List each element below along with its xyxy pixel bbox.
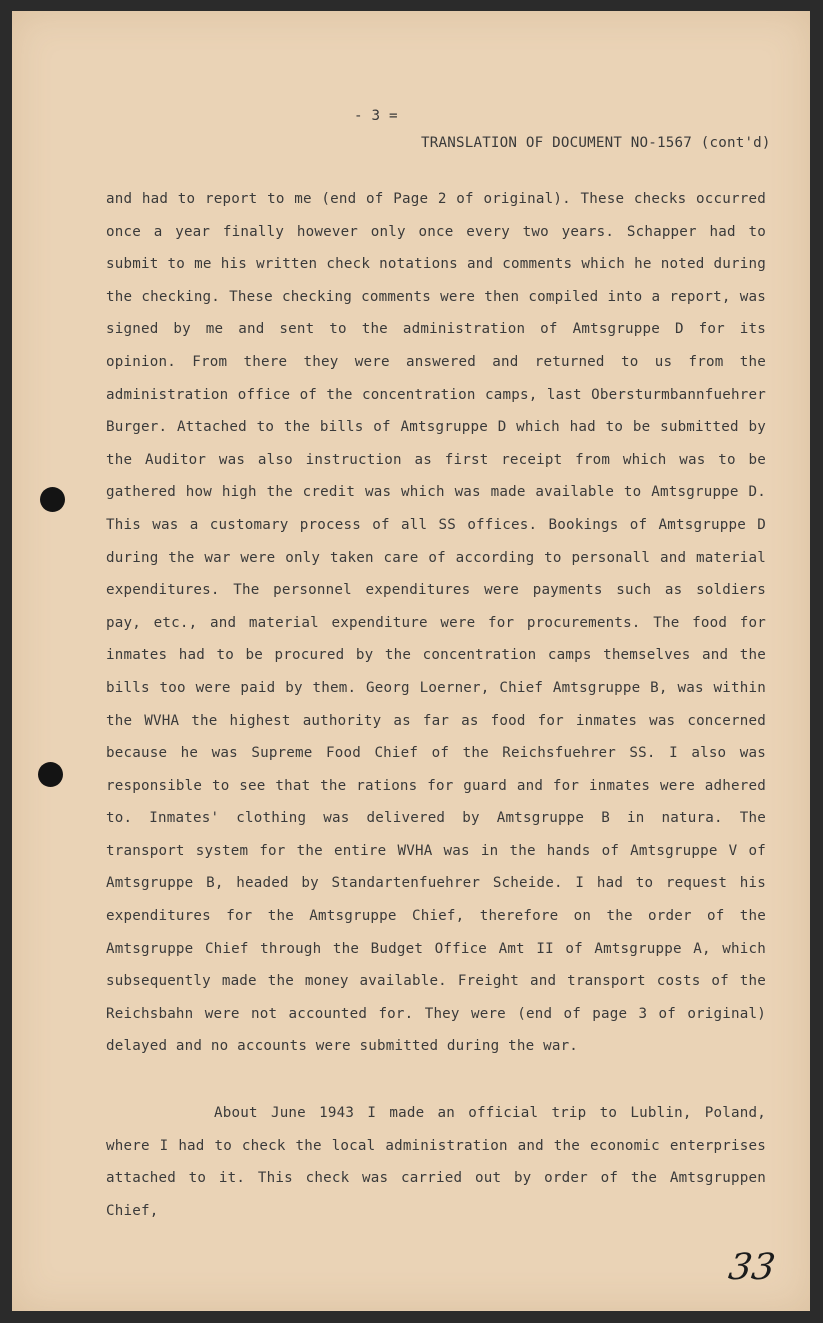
document-page bbox=[12, 11, 810, 1311]
document-heading: TRANSLATION OF DOCUMENT NO-1567 (cont'd) bbox=[421, 135, 771, 151]
punch-hole-lower bbox=[38, 762, 63, 787]
punch-hole-upper bbox=[40, 487, 65, 512]
body-text bbox=[106, 183, 766, 1227]
paragraph-1: and had to report to me (end of Page 2 of original). These checks occurred once a year finally however only once every two years. Schapper had to submit to me his written check notations and comments which he noted during the checking. These checking comments were then compiled into a report, was signed by me and sent to the administration of Amtsgruppe D for its opinion. From there they were answered and returned to us from the administration office of the concentration camps, last Obersturmbannfuehrer Burger. Attached to the bills of Amtsgruppe D which had to be submitted by the Auditor was also instruction as first receipt from which was to be gathered how high the credit was which was made available to Amtsgruppe D. This was a customary process of all SS offices. Bookings of Amtsgruppe D during the war were only taken care of according to personall and material expenditures. The personnel expenditures were payments such as soldiers pay, etc., and material expenditure were for procurements. The food for inmates had to be procured by the concentration camps themselves and the bills too were paid by them. Georg Loerner, Chief Amtsgruppe B, was within the WVHA the highest authority as far as food for inmates was concerned because he was Supreme Food Chief of the Reichsfuehrer SS. I also was responsible to see that the rations for guard and for inmates were adhered to. Inmates' clothing was delivered by Amtsgruppe B in natura. The transport system for the entire WVHA was in the hands of Amtsgruppe V of Amtsgruppe B, headed by Standartenfuehrer Scheide. I had to request his expenditures for the Amtsgruppe Chief, therefore on the order of the Amtsgruppe Chief through the Budget Office Amt II of Amtsgruppe A, which subsequently made the money available. Freight and transport costs of the Reichsbahn were not accounted for. They were (end of page 3 of original) delayed and no accounts were submitted during the war. bbox=[106, 191, 766, 1055]
handwritten-folio-number: 33 bbox=[726, 1247, 778, 1288]
paragraph-2: About June 1943 I made an official trip to Lublin, Poland, where I had to check the local administration and the economic enterprises attached to it. This check was carried out by order of the Amtsgruppen Chief, bbox=[106, 1105, 766, 1219]
page-number: - 3 = bbox=[354, 108, 398, 124]
